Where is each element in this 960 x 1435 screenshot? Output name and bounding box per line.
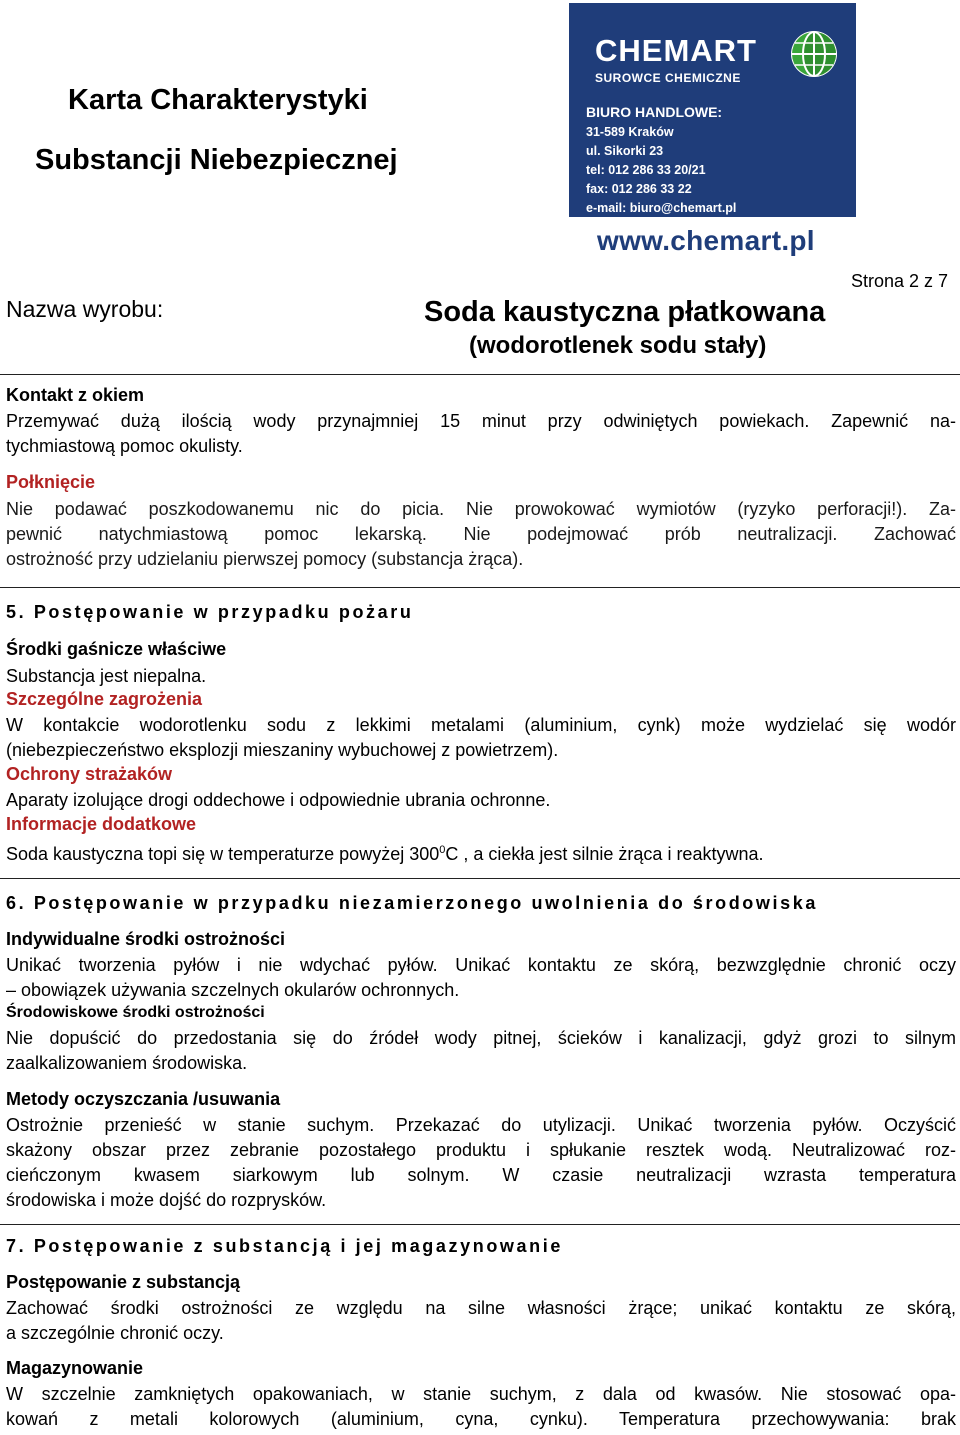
special-hazards-text-line1: W kontakcie wodorotlenku sodu z lekkimi metalami (aluminium, cynk) może wydzielać się wodór	[6, 715, 956, 735]
handling-heading: Postępowanie z substancją	[6, 1272, 241, 1292]
section-5-divider	[0, 587, 960, 588]
company-logo	[569, 3, 856, 260]
cleanup-methods-text-line2: skażony obszar przez zebranie pozostałego produktu i spłukanie resztek wodą. Neutralizować roz-	[6, 1140, 956, 1160]
eye-contact-text-line2: tychmiastową pomoc okulisty.	[6, 436, 243, 456]
logo-panel	[569, 3, 856, 217]
logo-office-label: BIURO HANDLOWE:	[586, 104, 723, 120]
firefighter-protection-text: Aparaty izolujące drogi oddechowe i odpowiednie ubrania ochronne.	[6, 790, 551, 810]
firefighter-protection-heading: Ochrony strażaków	[6, 764, 173, 784]
personal-precautions-heading: Indywidualne środki ostrożności	[6, 929, 286, 949]
ingestion-text-line2: pewnić natychmiastową pomoc lekarską. Nie podejmować prób neutralizacji. Zachować	[6, 524, 956, 544]
additional-info-text	[6, 838, 956, 867]
cleanup-methods-text-line4: środowiska i może dojść do rozprysków.	[6, 1190, 327, 1210]
logo-website: www.chemart.pl	[597, 225, 815, 256]
globe-icon	[791, 31, 837, 77]
document-title-line2: Substancji Niebezpiecznej	[35, 144, 398, 176]
section-5-title: 5. Postępowanie w przypadku pożaru	[6, 602, 414, 622]
storage-heading: Magazynowanie	[6, 1358, 144, 1378]
additional-info-heading: Informacje dodatkowe	[6, 814, 197, 834]
ingestion-text-line3: ostrożność przy udzielaniu pierwszej pomocy (substancja żrąca).	[6, 549, 524, 569]
cleanup-methods-text-line1: Ostrożnie przenieść w stanie suchym. Przekazać do utylizacji. Unikać tworzenia pyłów. Oczyścić	[6, 1115, 956, 1135]
cleanup-methods-heading: Metody oczyszczania /usuwania	[6, 1089, 281, 1109]
cleanup-methods-text-line3: cieńczonym kwasem siarkowym lub solnym. W czasie neutralizacji wzrasta temperatura	[6, 1165, 956, 1185]
environmental-precautions-text-line2: zaalkalizowaniem środowiska.	[6, 1053, 248, 1073]
logo-address-street: ul. Sikorki 23	[586, 144, 664, 158]
special-hazards-text-line2: (niebezpieczeństwo eksplozji mieszaniny wybuchowej z powietrzem).	[6, 740, 559, 760]
handling-text-line2: a szczególnie chronić oczy.	[6, 1323, 224, 1343]
additional-info-text-end: C , a ciekła jest silnie żrąca i reaktywna.	[445, 844, 764, 864]
environmental-precautions-heading: Środowiskowe środki ostrożności	[6, 1004, 265, 1021]
section-6-title: 6. Postępowanie w przypadku niezamierzonego uwolnienia do środowiska	[6, 893, 818, 913]
section-7-divider	[0, 1224, 960, 1225]
logo-fax: fax: 012 286 33 22	[586, 182, 692, 196]
eye-contact-heading: Kontakt z okiem	[6, 385, 145, 405]
page-number: Strona 2 z 7	[850, 271, 948, 291]
handling-text-line1: Zachować środki ostrożności ze względu na silne własności żrące; unikać kontaktu ze skórą,	[6, 1298, 956, 1318]
storage-text-line2: kowań z metali kolorowych (aluminium, cyna, cynku). Temperatura przechowywania: brak	[6, 1409, 956, 1429]
logo-brand: CHEMART	[595, 33, 757, 68]
ingestion-text-line1: Nie podawać poszkodowanemu nic do picia. Nie prowokować wymiotów (ryzyko perforacji!). Za-	[6, 499, 956, 519]
logo-address-city: 31-589 Kraków	[586, 125, 674, 139]
product-name: Soda kaustyczna płatkowana	[424, 296, 826, 328]
logo-email: e-mail: biuro@chemart.pl	[586, 201, 737, 215]
extinguishing-media-heading: Środki gaśnicze właściwe	[6, 639, 227, 659]
document-title-line1: Karta Charakterystyki	[68, 84, 368, 116]
special-hazards-heading: Szczególne zagrożenia	[6, 689, 203, 709]
section-6-divider	[0, 878, 960, 879]
extinguishing-media-text: Substancja jest niepalna.	[6, 666, 207, 686]
section-7-title: 7. Postępowanie z substancją i jej magazynowanie	[6, 1236, 563, 1256]
product-subname: (wodorotlenek sodu stały)	[469, 332, 767, 359]
eye-contact-text-line1: Przemywać dużą ilością wody przynajmniej 15 minut przy odwiniętych powiekach. Zapewnić na-	[6, 411, 956, 431]
personal-precautions-text-line1: Unikać tworzenia pyłów i nie wdychać pyłów. Unikać kontaktu ze skórą, bezwzględnie chronić oczy	[6, 955, 956, 975]
header-divider	[0, 374, 960, 375]
storage-text-line1: W szczelnie zamkniętych opakowaniach, w stanie suchym, z dala od kwasów. Nie stosować opa-	[6, 1384, 956, 1404]
logo-tagline: SUROWCE CHEMICZNE	[595, 71, 741, 85]
product-label: Nazwa wyrobu:	[6, 296, 164, 322]
logo-phone: tel: 012 286 33 20/21	[586, 163, 706, 177]
additional-info-text-start: Soda kaustyczna topi się w temperaturze powyżej 300	[6, 844, 440, 864]
degree-superscript: 0	[439, 844, 446, 856]
personal-precautions-text-line2: – obowiązek używania szczelnych okularów ochronnych.	[6, 980, 460, 1000]
environmental-precautions-text-line1: Nie dopuścić do przedostania się do źródeł wody pitnej, ścieków i kanalizacji, gdyż grozi to silnym	[6, 1028, 956, 1048]
ingestion-heading: Połknięcie	[6, 472, 96, 492]
